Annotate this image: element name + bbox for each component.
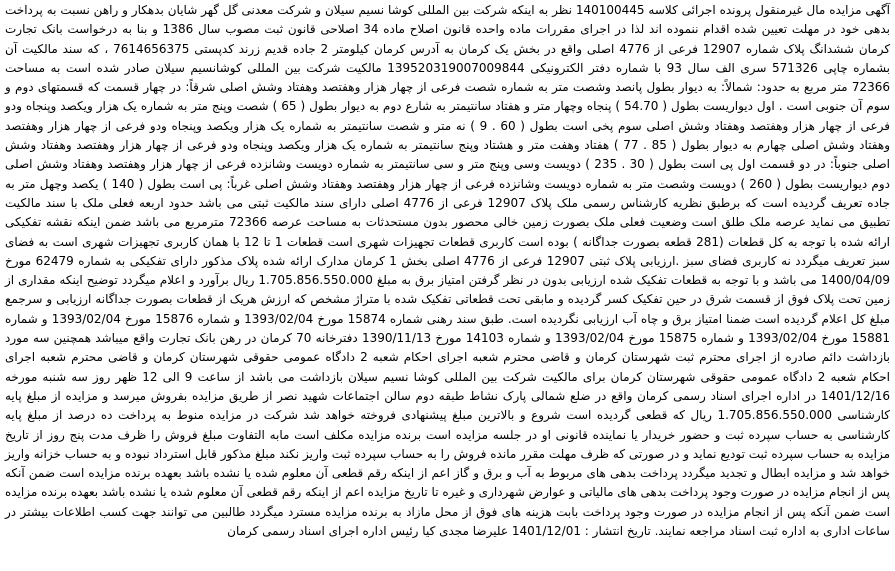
notice-body: آگهی مزایده مال غیرمنقول پرونده اجرائی کلاسه 140100445 نظر به اینکه شرکت بین المللی کوشا نسیم سیلان و شرکت معدنی گل گهر شایان بدهکار و راهن نسبت به پرداخت بدهی خود در مهلت تعیین شده اقدام ننموده اند لذا در اجرای مقررات ماده واحده قانون اصلاح ماده 34 اصلاحی قانون ثبت مصوب سال 1386 و بنا به درخواست بانک تجارت کرمان ششدانگ پلاک شماره 12907 فرعی از 4776 اصلی واقع در بخش یک کرمان به آدرس کرمان کیلومتر 2 جاده قدیم زرند کدپستی 7614656375 ، که سند مالکیت آن بشماره چاپی 571326 سری الف سال 93 با شماره دفتر الکترونیکی 139520319007009844 مالکیت شرکت بین المللی کوشانسیم سیلان صادر شده است به مساحت 72366 متر مربع به حدود: شمالاً: به دیوار بطول پانصد وشصت متر به شماره شصت فرعی از چهار هزار وهفتصد وهفتاد وشش اصلی شرقاً: در چهار قسمت که قسمتهای دوم و سوم آن جنوبی است . اول دیواریست بطول ( 54.70 ) پنجاه وچهار متر و هفتاد سانتیمتر به شارع دوم به دیوار بطول ( 65 ) شصت وپنج متر به شماره یک هزار ویکصد وپنجاه ودو فرعی از چهار هزار وهفتصد وهفتاد وشش اصلی سوم پخی است بطول ( 60 . 9 ) نه متر و شصت سانتیمتر به شماره یک هزار ویکصد وپنجاه ودو فرعی از چهار هزار وهفتصد وهفتاد وشش اصلی چهارم به دیوار بطول ( 85 . 77 ) هفتاد وهفت متر و هشتاد وپنج سانتیمتر به شماره یک هزار ویکصد وپنجاه ودو فرعی از چهار هزار وهفتصد وهفتاد وشش اصلی جنوباً: در دو قسمت اول پی است بطول ( 30 . 235 ) دویست وسی وپنج متر و سی سانتیمتر به شماره دویست وشانزده فرعی از چهار هزار وهفتصد وهفتاد وشش اصلی دوم دیواریست بطول ( 260 ) دویست وشصت متر به شماره دویست وشانزده فرعی از چهار هزار وهفتصد وهفتاد وشش اصلی غرباً: پی است بطول ( 140 ) یکصد وچهل متر به جاده تعریف گردیده است که برطبق نظریه کارشناس رسمی ملک پلاک 12907 فرعی از 4776 اصلی دارای سند مالکیت ثبتی می باشد حدود اربعه فعلی ملک با سند مالکیت تطبیق می نماید عرصه ملک طلق است وضعیت فعلی ملک بصورت زمین خالی محصور بدون مستحدثات به مساحت عرصه 72366 مترمربع می باشد ضمن اینکه نقشه تفکیکی ارائه شده با توجه به کل قطعات (281 قطعه بصورت جداگانه ) بوده است کاربری قطعات تجهیزات شهری است قطعات 1 تا 12 با همان کاربری تجهیزات شهری است به فضای سبز تعریف میگردد نه کاربری فضای سبز .ارزیابی پلاک ثبتی 12907 فرعی از 4776 اصلی بخش 1 کرمان مدارک ارائه شده پلاک مذکور دارای تفکیکی به شماره 62479 مورخ 1400/04/09 می باشد و با توجه به قطعات تفکیک شده ارزیابی بدون در نظر گرفتن امتیاز برق به مبلغ 1.705.856.550.000 ریال برآورد و اعلام میگردد توضیح اینکه مقداری از زمین تحت پلاک فوق از قسمت شرق در حین تفکیک کسر گردیده و مابقی تحت قطعاتی تفکیک شده با متراژ مشخص که ارزش هریک از قطعات بصورت جداگانه ارزیابی و سرجمع مبلغ کل اعلام گردیده است ضمنا امتیاز برق و چاه آب ارزیابی نگردیده است. طبق سند رهنی شماره 15874 مورخ 1393/02/04 و شماره 15876 مورخ 1393/02/04 و شماره 15881 مورخ 1393/02/04 و شماره 15875 مورخ 1393/02/04 و شماره 14103 مورخ 1390/11/13 دفترخانه 70 کرمان در رهن بانک تجارت واقع میباشد همچنین سه مورد بازداشت دائم صادره از اجرای محترم ثبت شهرستان کرمان و قاضی محترم شعبه اجرای احکام شعبه 2 دادگاه عمومی حقوقی شهرستان کرمان و قاضی محترم شعبه اجرای احکام شعبه 2 دادگاه عمومی حقوقی شهرستان کرمان برای مالکیت شرکت بین المللی کوشا نسیم سیلان بازداشت می باشد از ساعت 9 الی 12 ظهر روز سه شنبه مورخه 1401/12/16 در اداره اجرای اسناد رسمی کرمان واقع در ضلع شمالی پارک نشاط طبقه دوم سالن اجتماعات شهید نصر از طریق مزایده بفروش میرسد و مزایده از مبلغ پایه کارشناسی 1.705.856.550.000 ریال که قطعی گردیده است شروع و بالاترین مبلغ پیشنهادی فروخته خواهد شد شرکت در مزایده منوط به پرداخت ده درصد از مبلغ پایه کارشناسی به حساب سپرده ثبت و حضور خریدار یا نماینده قانونی او در جلسه مزایده است برنده مزایده مکلف است مابه التفاوت مبلغ فروش را ظرف مدت پنج روز از تاریخ مزایده به حساب سپرده ثبت تودیع نماید و در صورتی که ظرف مهلت مقرر مانده فروش را به حساب سپرده ثبت واریز نکند مبلغ مذکور قابل استرداد نبوده و به حساب خزانه واریز خواهد شد و مزایده ابطال و تجدید میگردد پرداخت بدهی های مربوط به آب و برق و گاز اعم از اینکه رقم قطعی آن معلوم شده یا نشده باشد بعهده برنده مزایده است ضمن آنکه پس از انجام مزایده در صورت وجود پرداخت بدهی های مالیاتی و عوارض شهرداری و غیره تا تاریخ مزایده اعم از اینکه رقم قطعی آن معلوم شده یا نشده باشد بعهده برنده مزایده است ضمن آنکه پس از انجام مزایده در صورت وجود پرداخت بابت هزینه های فوق از محل مازاد به برنده مزایده مسترد میگردد طالبین می توانند جهت کسب اطلاعات بیشتر در ساعات اداری به اداره ثبت اسناد مراجعه نمایند. تاریخ انتشار : 1401/12/01 علیرضا مجدی کیا رئیس اداره اجرای اسناد رسمی کرمان	[5, 3, 891, 539]
